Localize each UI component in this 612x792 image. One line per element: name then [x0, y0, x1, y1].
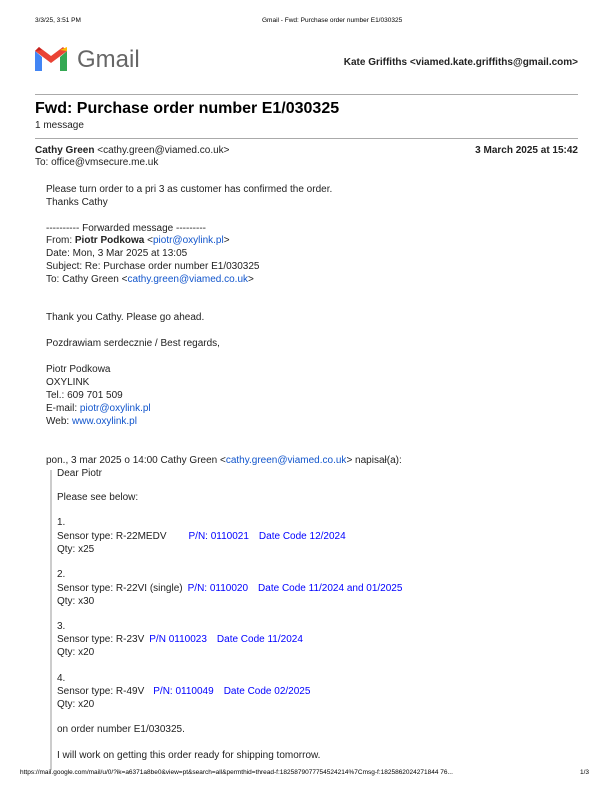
forward-from: From: Piotr Podkowa <piotr@oxylink.pl>: [46, 235, 230, 246]
item-sensor: [57, 583, 402, 595]
thread-subject: Fwd: Purchase order number E1/030325: [35, 100, 340, 117]
sensor-type: Sensor type: R-49V: [57, 686, 145, 697]
quote-bar: [50, 470, 52, 770]
label: E-mail:: [46, 403, 80, 414]
quote-attribution: [46, 455, 402, 467]
item-sensor: [57, 634, 303, 646]
from-name: Piotr Podkowa: [74, 235, 145, 246]
message-count: 1 message: [35, 120, 84, 131]
date-code: Date Code 11/2024 and 01/2025: [258, 583, 403, 594]
signature-name: Piotr Podkowa: [46, 364, 111, 375]
sender: [35, 145, 230, 157]
item-number: 4.: [57, 673, 66, 684]
item-qty: Qty: x20: [57, 699, 95, 710]
part-number: P/N 0110023: [149, 634, 207, 645]
reply-text: Thank you Cathy. Please go ahead.: [46, 312, 205, 323]
date-code: Date Code 11/2024: [216, 634, 303, 645]
item-sensor: [57, 686, 310, 698]
label: From:: [46, 235, 75, 246]
gmail-m-icon: [35, 47, 67, 73]
print-url: https://mail.google.com/mail/u/0/?ik=a6371a8be0&view=pt&search=all&permthid=thread-f:1825879077754524214%7Cmsg-f:1825862024271844 76...: [20, 769, 453, 776]
sender-email: <cathy.green@viamed.co.uk>: [97, 145, 230, 156]
divider: [35, 138, 578, 139]
item-number: 1.: [57, 517, 66, 528]
gmail-logo: [35, 46, 140, 76]
order-line: on order number E1/030325.: [57, 724, 185, 735]
signature-tel: Tel.: 609 701 509: [46, 390, 123, 401]
part-number: P/N: 0110049: [153, 686, 214, 697]
body-line: Please turn order to a pri 3 as customer has confirmed the order.: [46, 184, 333, 195]
sensor-type: Sensor type: R-22MEDV: [57, 531, 167, 542]
sensor-type: Sensor type: R-22VI (single): [57, 583, 183, 594]
from-email-link[interactable]: piotr@oxylink.pl: [152, 235, 224, 246]
label: Web:: [46, 416, 72, 427]
signature-email-link[interactable]: piotr@oxylink.pl: [79, 403, 151, 414]
body-line: Thanks Cathy: [46, 197, 108, 208]
to-email-link[interactable]: cathy.green@viamed.co.uk: [127, 274, 249, 285]
forward-subject: Subject: Re: Purchase order number E1/030325: [46, 261, 260, 272]
message-date: 3 March 2025 at 15:42: [475, 145, 578, 156]
item-qty: Qty: x25: [57, 544, 95, 555]
signature-web: [46, 416, 137, 428]
page-number: 1/3: [580, 769, 590, 776]
quote-intro: Please see below:: [57, 492, 139, 503]
sender-name: Cathy Green: [35, 145, 95, 156]
quote-greeting: Dear Piotr: [57, 468, 103, 479]
item-number: 3.: [57, 621, 66, 632]
signature-email: [46, 403, 151, 415]
sensor-type: Sensor type: R-23V: [57, 634, 145, 645]
item-number: 2.: [57, 569, 66, 580]
print-datetime: 3/3/25, 3:51 PM: [35, 17, 81, 24]
part-number: P/N: 0110021: [188, 531, 249, 542]
part-number: P/N: 0110020: [187, 583, 249, 594]
account-label: Kate Griffiths <viamed.kate.griffiths@gmail.com>: [343, 57, 578, 68]
forward-date: Date: Mon, 3 Mar 2025 at 13:05: [46, 248, 188, 259]
forward-to: To: Cathy Green <cathy.green@viamed.co.uk>: [46, 274, 254, 285]
date-code: Date Code 02/2025: [223, 686, 311, 697]
regards: Pozdrawiam serdecznie / Best regards,: [46, 338, 220, 349]
item-sensor: [57, 531, 346, 543]
quote-email-link[interactable]: cathy.green@viamed.co.uk: [225, 455, 347, 466]
item-qty: Qty: x30: [57, 596, 95, 607]
forward-separator: ---------- Forwarded message ---------: [46, 223, 206, 234]
label: To: Cathy Green <: [46, 274, 128, 285]
gmail-wordmark: Gmail: [77, 46, 140, 73]
item-qty: Qty: x20: [57, 647, 95, 658]
print-title: Gmail - Fwd: Purchase order number E1/030325: [262, 17, 403, 24]
recipient: To: office@vmsecure.me.uk: [35, 157, 159, 168]
label: > napisał(a):: [346, 455, 402, 466]
date-code: Date Code 12/2024: [258, 531, 346, 542]
signature-company: OXYLINK: [46, 377, 90, 388]
signature-web-link[interactable]: www.oxylink.pl: [71, 416, 137, 427]
closing-line: I will work on getting this order ready for shipping tomorrow.: [57, 750, 321, 761]
label: pon., 3 mar 2025 o 14:00 Cathy Green <: [46, 455, 226, 466]
divider: [35, 94, 578, 95]
